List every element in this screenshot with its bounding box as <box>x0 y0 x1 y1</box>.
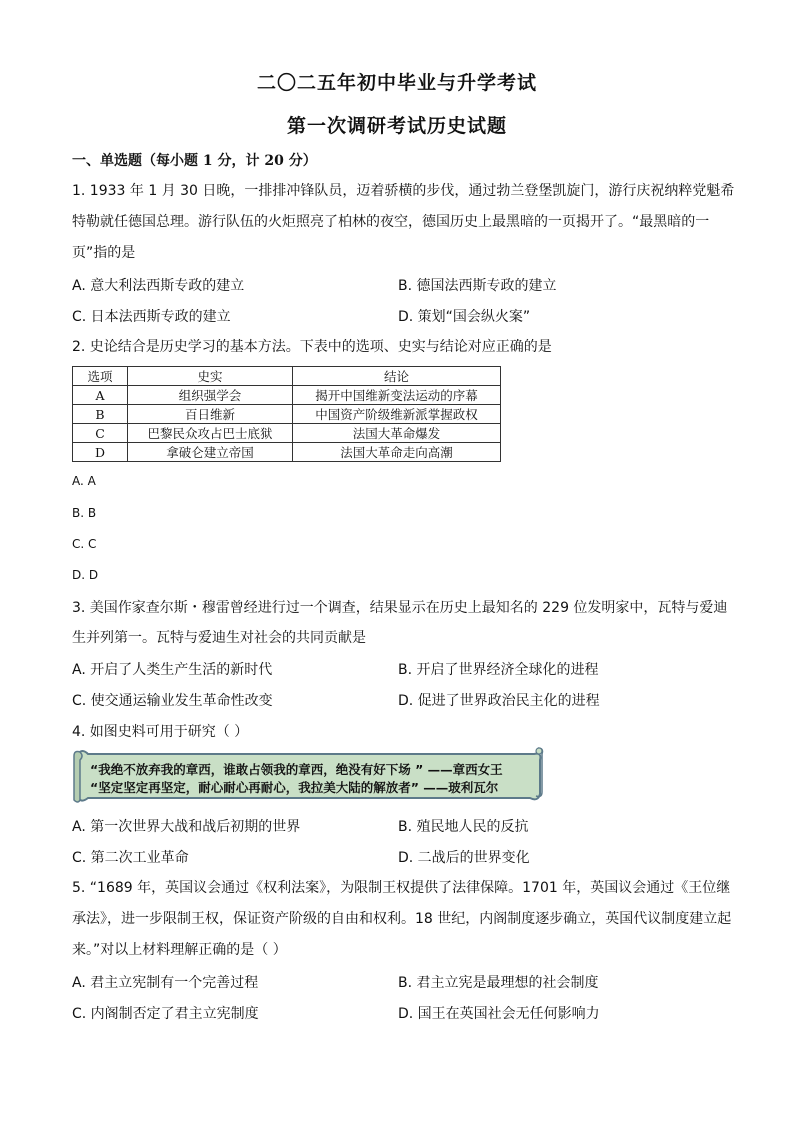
section-heading: 一、单选题（每小题 1 分，计 20 分） <box>72 153 317 169</box>
table-cell: 拿破仑建立帝国 <box>128 443 293 462</box>
table-cell: 揭开中国维新变法运动的序幕 <box>293 386 501 405</box>
q2-option-a: A. A <box>72 474 96 488</box>
q3-option-a: A. 开启了人类生产生活的新时代 <box>72 662 273 678</box>
table-row <box>73 386 501 405</box>
table-header-row <box>73 367 501 386</box>
q1-option-b: B. 德国法西斯专政的建立 <box>398 278 557 294</box>
q4-option-d: D. 二战后的世界变化 <box>398 850 530 866</box>
q1-stem-line-1: 1. 1933 年 1 月 30 日晚，一排排冲锋队员，迈着骄横的步伐，通过勃兰登堡凯旋门，游行庆祝纳粹党魁希 <box>72 183 735 199</box>
q1-stem-line-3: 页”指的是 <box>72 245 136 261</box>
table-cell: B <box>73 405 128 424</box>
table-header-cell: 选项 <box>73 367 128 386</box>
q4-stem: 4. 如图史料可用于研究（ ） <box>72 724 249 740</box>
q3-option-d: D. 促进了世界政治民主化的进程 <box>398 693 600 709</box>
q2-option-c: C. C <box>72 537 97 551</box>
q2-table <box>72 366 501 462</box>
q3-stem-line-1: 3. 美国作家查尔斯・穆雷曾经进行过一个调查，结果显示在历史上最知名的 229 位发明家中，瓦特与爱迪 <box>72 600 728 616</box>
table-cell: A <box>73 386 128 405</box>
exam-title: 二〇二五年初中毕业与升学考试 <box>256 72 537 94</box>
q1-option-c: C. 日本法西斯专政的建立 <box>72 309 231 325</box>
q1-stem-line-2: 特勒就任德国总理。游行队伍的火炬照亮了柏林的夜空，德国历史上最黑暗的一页揭开了。“最黑暗的一 <box>72 214 710 230</box>
q5-option-b: B. 君主立宪是最理想的社会制度 <box>398 975 599 991</box>
table-cell: C <box>73 424 128 443</box>
table-cell: 巴黎民众攻占巴士底狱 <box>128 424 293 443</box>
q1-option-d: D. 策划“国会纵火案” <box>398 309 531 325</box>
q4-option-c: C. 第二次工业革命 <box>72 850 189 866</box>
table-cell: 法国大革命爆发 <box>293 424 501 443</box>
table-cell: 组织强学会 <box>128 386 293 405</box>
table-cell: 百日维新 <box>128 405 293 424</box>
q5-option-a: A. 君主立宪制有一个完善过程 <box>72 975 259 991</box>
exam-subtitle: 第一次调研考试历史试题 <box>286 115 507 137</box>
quote-bolivar: “坚定坚定再坚定，耐心耐心再耐心，我拉美大陆的解放者” ——玻利瓦尔 <box>90 780 499 795</box>
table-cell: 中国资产阶级维新派掌握政权 <box>293 405 501 424</box>
q2-option-b: B. B <box>72 506 97 520</box>
q5-stem-line-3: 来。”对以上材料理解正确的是（ ） <box>72 942 287 958</box>
table-row <box>73 405 501 424</box>
q5-stem-line-1: 5. “1689 年，英国议会通过《权利法案》，为限制王权提供了法律保障。1701 年，英国议会通过《王位继 <box>72 880 731 896</box>
q5-stem-line-2: 承法》，进一步限制王权，保证资产阶级的自由和权利。18 世纪，内阁制度逐步确立，英国代议制度建立起 <box>72 911 732 927</box>
q3-stem-line-2: 生并列第一。瓦特与爱迪生对社会的共同贡献是 <box>72 630 366 646</box>
q2-option-d: D. D <box>72 568 99 582</box>
table-header-cell: 结论 <box>293 367 501 386</box>
table-cell: 法国大革命走向高潮 <box>293 443 501 462</box>
q2-stem: 2. 史论结合是历史学习的基本方法。下表中的选项、史实与结论对应正确的是 <box>72 339 552 355</box>
q3-option-c: C. 使交通运输业发生革命性改变 <box>72 693 273 709</box>
table-row <box>73 424 501 443</box>
q4-option-a: A. 第一次世界大战和战后初期的世界 <box>72 819 301 835</box>
q5-option-d: D. 国王在英国社会无任何影响力 <box>398 1006 600 1022</box>
q4-option-b: B. 殖民地人民的反抗 <box>398 819 529 835</box>
q5-option-c: C. 内阁制否定了君主立宪制度 <box>72 1006 259 1022</box>
table-row <box>73 443 501 462</box>
table-cell: D <box>73 443 128 462</box>
q3-option-b: B. 开启了世界经济全球化的进程 <box>398 662 599 678</box>
q1-option-a: A. 意大利法西斯专政的建立 <box>72 278 245 294</box>
table-header-cell: 史实 <box>128 367 293 386</box>
quote-zhangxi-queen: “我绝不放弃我的章西，谁敢占领我的章西，绝没有好下场 ” ——章西女王 <box>90 762 503 777</box>
